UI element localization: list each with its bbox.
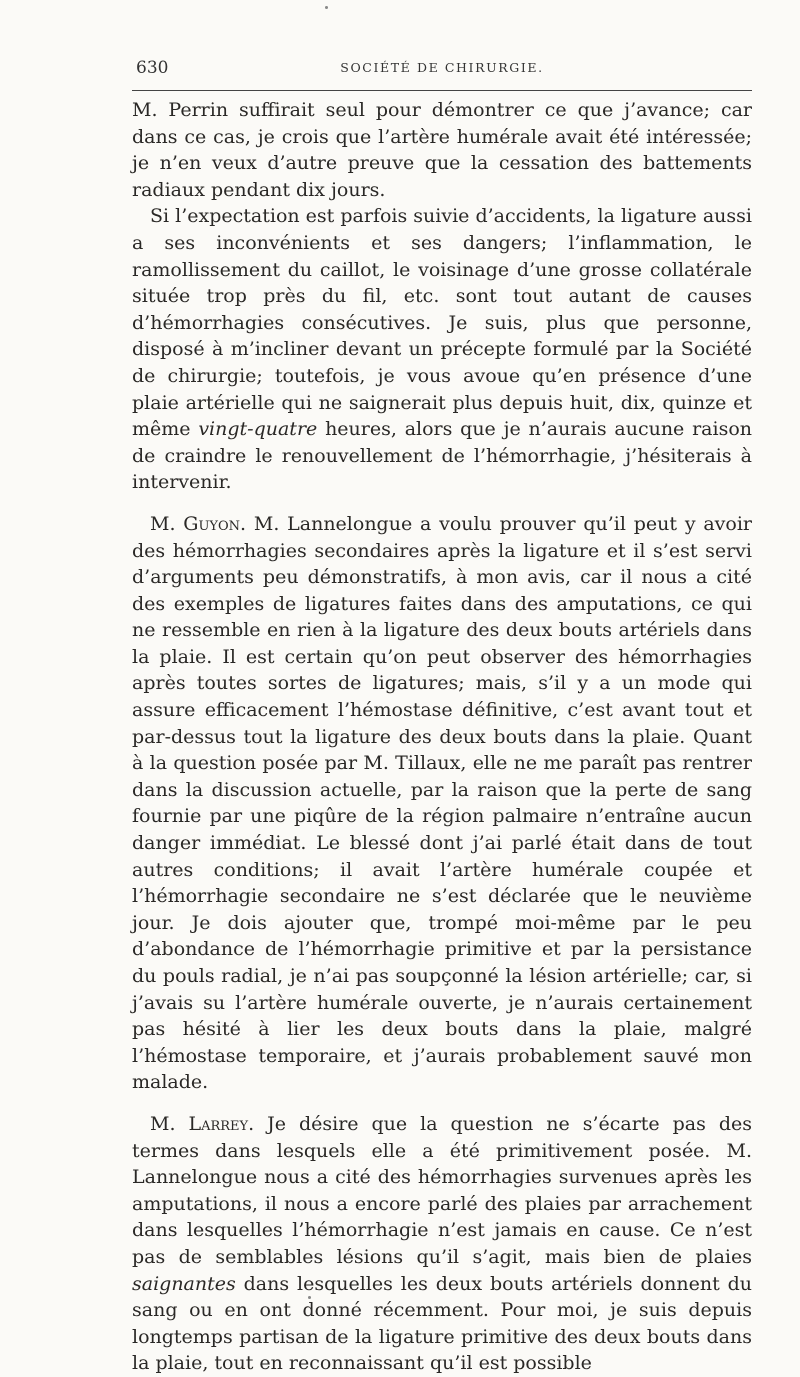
paragraph-speech [132, 511, 752, 1096]
running-title: SOCIÉTÉ DE CHIRURGIE. [340, 60, 544, 75]
paragraph-text: M. Perrin suffirait seul pour démontrer ce que j’avance; car dans ce cas, je crois que l’artère humérale avait été intéressée; je n’en veux d’autre preuve que la cessation des battements radiaux pendant dix jours. [132, 99, 752, 201]
body-text [132, 97, 752, 1377]
speaker-name: M. Larrey. [150, 1112, 255, 1135]
page-header [132, 58, 752, 86]
paragraph-text: heures, alors que je n’aurais aucune raison de craindre le renouvellement de l’hémorrhagie, j’hésiterais à intervenir. [132, 418, 752, 494]
paragraph-text: Si l’expectation est parfois suivie d’accidents, la ligature aussi a ses inconvénients et ses dangers; l’inflammation, le ramollissement du caillot, le voisinage d’une grosse collatérale située trop près du fil, etc. sont tout autant de causes d’hémorrhagies consécutives. Je suis, plus que personne, disposé à m’incliner devant un précepte formulé par la Société de chirurgie; toutefois, je vous avoue qu’en présence d’une plaie artérielle qui ne saignerait plus depuis huit, dix, quinze et même [132, 205, 752, 441]
speaker-name: M. Guyon. [150, 512, 247, 535]
header-rule [132, 90, 752, 91]
paragraph [132, 97, 752, 203]
paragraph-text: Je désire que la question ne s’écarte pas des termes dans lesquels elle a été primitivement posée. M. Lannelongue nous a cité des hémorrhagies survenues après les amputations, il nous a encore parlé des plaies par arrachement dans lesquelles l’hémorrhagie n’est jamais en cause. Ce n’est pas de semblables lésions qu’il s’agit, mais bien de plaies [132, 1112, 753, 1268]
paragraph-text: dans lesquelles les deux bouts artériels donnent du sang ou en ont donné récemment. Pour moi, je suis depuis longtemps partisan de la ligature primitive des deux bouts dans la plaie, tout en reconnaissant qu’il est possible [132, 1272, 752, 1375]
page-number: 630 [136, 58, 169, 78]
paragraph-speech [132, 1111, 752, 1377]
paragraph [132, 203, 752, 496]
italic-term: vingt-quatre [198, 418, 318, 441]
italic-term: saignantes [132, 1272, 236, 1295]
paragraph-text: M. Lannelongue a voulu prouver qu’il peut y avoir des hémorrhagies secondaires après la ligature et il s’est servi d’arguments peu démonstratifs, à mon avis, car il nous a cité des exemples de ligatures faites dans des amputations, ce qui ne ressemble en rien à la ligature des deux bouts artériels dans la plaie. Il est certain qu’on peut observer des hémorrhagies après toutes sortes de ligatures; mais, s’il y a un mode qui assure efficacement l’hémostase définitive, c’est avant tout et par-dessus tout la ligature des deux bouts dans la plaie. Quant à la question posée par M. Tillaux, elle ne me paraît pas rentrer dans la discussion actuelle, par la raison que la perte de sang fournie par une piqûre de la région palmaire n’entraîne aucun danger immédiat. Le blessé dont j’ai parlé était dans de tout autres conditions; il avait l’artère humérale coupée et l’hémorrhagie secondaire ne s’est déclarée que le neuvième jour. Je dois ajouter que, trompé moi-même par le peu d’abondance de l’hémorrhagie primitive et par la persistance du pouls radial, je n’ai pas soupçonné la lésion artérielle; car, si j’avais su l’artère humérale ouverte, je n’aurais certainement pas hésité à lier les deux bouts dans la plaie, malgré l’hémostase temporaire, et j’aurais probablement sauvé mon malade. [132, 512, 752, 1094]
paper-speck-top [325, 6, 328, 9]
page [132, 58, 752, 1377]
